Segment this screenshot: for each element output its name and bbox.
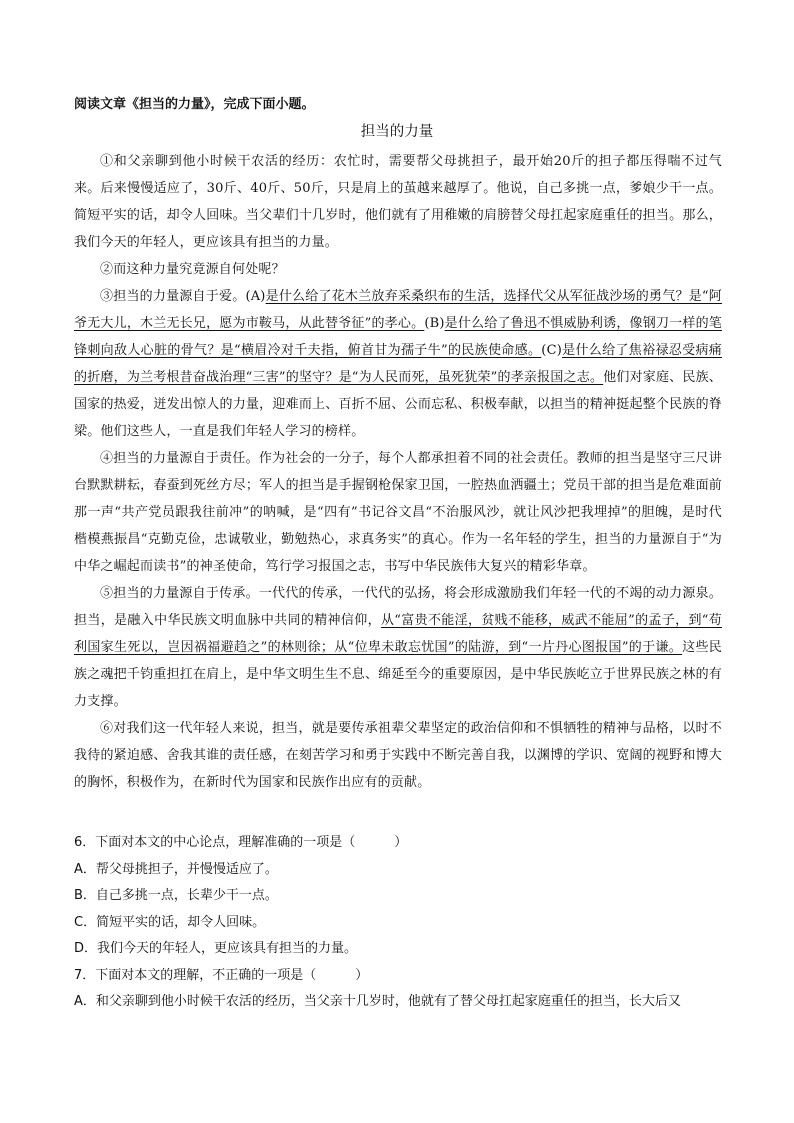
underlined-sentence-c: 是什么给了焦裕禄忍受病痛的折磨，为兰考根昔奋战治理“三害”的坚守？是“为人民而死，虽死犹荣”的孝亲报国之志。 — [74, 343, 722, 385]
underlined-sentence-d: 从“富贵不能淫，贫贱不能移，威武不能屈”的孟子，到“苟利国家生死以，岂因祸福避趋之”的林则徐；从“位卑未敢忘忧国”的陆游，到“一片丹心图报国”的于谦。 — [74, 613, 722, 655]
article-title: 担当的力量 — [360, 124, 434, 140]
question-6-option-d: D．我们今天的年轻人，更应该具有担当的力量。 — [74, 941, 358, 956]
underlined-sentence-b: 是什么给了鲁迅不惧威胁利诱，像钢刀一样的笔锋刺向敌人心脏的骨气？是“横眉冷对千夫指，俯首甘为孺子牛”的民族使命感。 — [74, 316, 723, 358]
marker-c: (C) — [541, 343, 562, 358]
paragraph-3-tail: 他们对家庭、民族、国家的热爱，迸发出惊人的力量，迎难而上、百折不屈、公而忘私、积极奉献，以担当的精神挺起整个民族的脊梁。他们这些人，一直是我们年轻人学习的榜样。 — [74, 370, 722, 439]
questions-section — [74, 830, 724, 1016]
paragraph-5-tail: 这些民族之魂把千钧重担扛在肩上，是中华文明生生不息、绵延至今的重要原因，是中华民族屹立于世界民族之林的有力支撑。 — [74, 640, 722, 709]
paragraph-3 — [74, 283, 722, 445]
question-6-option-c: C．简短平实的话，却令人回味。 — [74, 914, 266, 930]
question-7-stem: 7．下面对本文的理解，不正确的一项是（ ） — [74, 967, 369, 983]
underlined-sentence-a: 是什么给了花木兰放弃采桑织布的生活，选择代父从军征战沙场的勇气？是“阿爷无大儿，木兰无长兄，愿为市鞍马，从此替爷征”的孝心。 — [74, 289, 722, 331]
question-7-option-a: A．和父亲聊到他小时候干农活的经历，当父亲十几岁时，他就有了替父母扛起家庭重任的担当，长大后又 — [74, 994, 681, 1009]
paragraph-2: ②而这种力量究竟源自何处呢？ — [100, 262, 285, 277]
paragraph-5-text: ⑤担当的力量源自于传承。一代代的传承，一代代的弘扬，将会形成激励我们年轻一代的不竭的动力源泉。担当，是融入中华民族文明血脉中共同的精神信仰， — [74, 586, 722, 628]
reading-instruction: 阅读文章《担当的力量》，完成下面小题。 — [74, 97, 315, 112]
question-6-stem: 6．下面对本文的中心论点，理解准确的一项是（ ） — [74, 835, 408, 850]
article-body — [74, 148, 722, 796]
paragraph-4: ④担当的力量源自于责任。作为社会的一分子，每个人都承担着不同的社会责任。教师的担当是坚守三尺讲台默默耕耘，春蚕到死丝方尽；军人的担当是手握钢枪保家卫国，一腔热血洒疆土；党员干部的担当是危难面前那一声“共产党员跟我往前冲”的呐喊，是“四有”书记谷文昌“不治服风沙，就让风沙把我埋掉”的胆魄，是时代楷模燕振昌“克勤克俭，忠诚敬业，勤勉热心，求真务实”的真心。作为一名年轻的学生，担当的力量源自于“为中华之崛起而读书”的神圣使命，笃行学习报国之志，书写中华民族伟大复兴的精彩华章。 — [74, 451, 722, 574]
marker-b: (B) — [424, 316, 445, 331]
paragraph-6: ⑥对我们这一代年轻人来说，担当，就是要传承祖辈父辈坚定的政治信仰和不惧牺牲的精神与品格，以时不我待的紧迫感、舍我其谁的责任感，在刻苦学习和勇于实践中不断完善自我，以渊博的学识、宽阔的视野和博大的胸怀，积极作为，在新时代为国家和民族作出应有的贡献。 — [74, 721, 722, 790]
paragraph-5 — [74, 580, 722, 715]
question-6-option-a: A．帮父母挑担子，并慢慢适应了。 — [74, 861, 278, 877]
question-6-option-b: B．自己多挑一点，长辈少干一点。 — [74, 888, 278, 903]
paragraph-3-text: ③担当的力量源自于爱。(A) — [100, 289, 266, 304]
paragraph-1: ①和父亲聊到他小时候干农活的经历：农忙时，需要帮父母挑担子，最开始20斤的担子都压得喘不过气来。后来慢慢适应了，30斤、40斤、50斤，只是肩上的茧越来越厚了。他说，自己多挑一点，爹娘少干一点。简短平实的话，却令人回味。当父辈们十几岁时，他们就有了用稚嫩的肩膀替父母扛起家庭重任的担当。那么，我们今天的年轻人，更应该具有担当的力量。 — [74, 154, 722, 250]
